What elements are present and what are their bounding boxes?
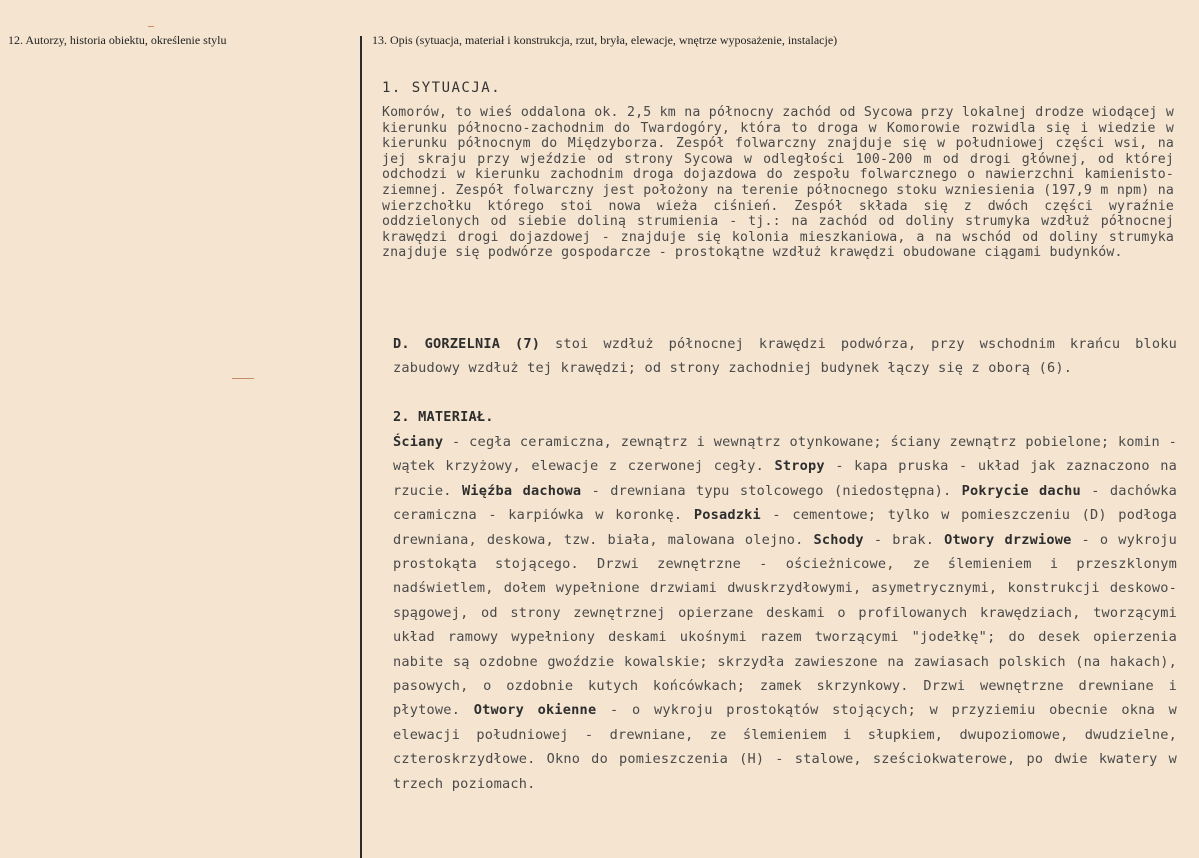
section-title-material-text: 2. MATERIAŁ.: [393, 409, 494, 425]
posadzki-text: - cementowe; tylko w pomieszczeniu (D) podłoga drewniana, deskowa, tzw. biała, malowana olejno.: [393, 507, 1177, 548]
gorzelnia-text: stoi wzdłuż północnej krawędzi podwórza, przy wschodnim krańcu bloku zabudowy wzdłuż tej krawędzi; od strony zachodniej budynek łączy się z oborą (6).: [393, 336, 1177, 377]
sciany-text: - cegła ceramiczna, zewnątrz i wewnątrz otynkowane; ściany zewnątrz pobielone; komin - wątek krzyżowy, elewacje z czerwonej cegły.: [393, 434, 1177, 475]
schody-text: - brak.: [863, 531, 945, 548]
pokrycie-label: Pokrycie dachu: [961, 482, 1081, 499]
posadzki-label: Posadzki: [693, 507, 761, 524]
pencil-mark: [148, 26, 154, 27]
drzwi-text: - o wykroju prostokąta stojącego. Drzwi zewnętrzne - ościeżnicowe, ze ślemieniem i przeszklonym nadświetlem, dołem wypełnione drzwiami dwuskrzydłowymi, asymetrycznymi, konstrukcji deskowo-spągowej, od strony zewnętrznej opierzane deskami o profilowanych krawędziach, tworzącymi układ ramowy wypełniony deskami ukośnymi razem tworzącymi "jodełkę"; do desek opierzenia nabite są ozdobne gwoździe kowalskie; skrzydła zawieszone na zawiasach polskich (na hakach), pasowych, o ozdobnie kutych końcówkach; zamek skrzynkowy. Drzwi wewnętrzne drewniane i płytowe.: [393, 531, 1177, 719]
right-column: [360, 0, 1199, 858]
stropy-label: Stropy: [774, 458, 825, 475]
material-paragraph: [393, 430, 1177, 796]
right-column-header: 13. Opis (sytuacja, materiał i konstrukcja, rzut, bryła, elewacje, wnętrze wyposażenie, instalacje): [372, 33, 838, 47]
stropy-text: - kapa pruska - układ jak zaznaczono na rzucie.: [393, 458, 1177, 499]
okna-label: Otwory okienne: [473, 702, 597, 719]
drzwi-label: Otwory drzwiowe: [944, 531, 1072, 548]
sciany-label: Ściany: [393, 434, 444, 450]
pencil-mark: [232, 378, 254, 379]
section-title-sytuacja: 1. SYTUACJA.: [382, 80, 502, 96]
sytuacja-paragraph: Komorów, to wieś oddalona ok. 2,5 km na północny zachód od Sycowa przy lokalnej drodze wiodącej w kierunku północno-zachodnim do Twardogóry, która to droga w Komorowie rozwidla się i wiedzie w kierunku północnym do Międzyborza. Zespół folwarczny znajduje się w południowej części wsi, na jej skraju przy wjeździe od strony Sycowa w odległości 100-200 m od drogi głównej, od której odchodzi w kierunku zachodnim droga dojazdowa do zespołu folwarcznego o nawierzchni kamienisto-ziemnej. Zespół folwarczny jest położony na terenie północnego stoku wzniesienia (197,9 m npm) na wierzchołku którego stoi nowa wieża ciśnień. Zespół składa się z dwóch części wyraźnie oddzielonych od siebie doliną strumienia - tj.: na zachód od doliny strumyka wzdłuż północnej krawędzi drogi dojazdowej - znajduje się kolonia mieszkaniowa, a na wschód od doliny strumyka znajduje się podwórze gospodarcze - prostokątne wzdłuż krawędzi obudowane ciągami budynków.: [382, 105, 1174, 261]
left-column-header: 12. Autorzy, historia obiektu, określenie stylu: [8, 33, 227, 47]
gorzelnia-label: D. GORZELNIA (7): [393, 336, 541, 352]
section-title-material: [393, 405, 1177, 429]
pokrycie-text: - dachówka ceramiczna - karpiówka w koronkę.: [393, 482, 1177, 524]
wiezba-label: Więźba dachowa: [461, 482, 582, 499]
schody-label: Schody: [813, 531, 864, 548]
left-column: [0, 0, 360, 858]
okna-text: - o wykroju prostokątów stojących; w przyziemiu obecnie okna w elewacji południowej - drewniane, ze ślemieniem i słupkiem, dwupoziomowe, dwudzielne, czteroskrzydłowe. Okno do pomieszczenia (H) - stalowe, sześciokwaterowe, po dwie kwatery w trzech poziomach.: [393, 702, 1177, 792]
wiezba-text: - drewniana typu stolcowego (niedostępna).: [581, 482, 962, 499]
gorzelnia-paragraph: [393, 332, 1177, 381]
